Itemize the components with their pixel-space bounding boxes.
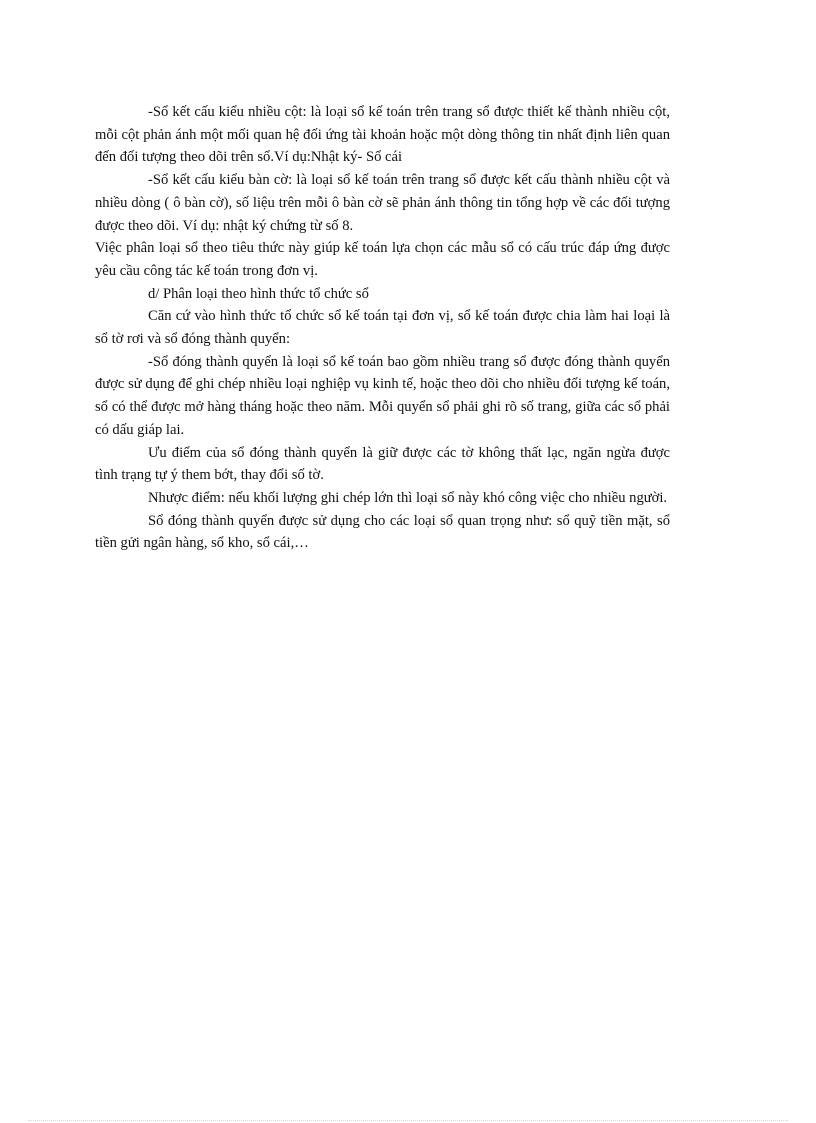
document-body (95, 101, 670, 555)
paragraph-disadvantages: Nhược điểm: nếu khối lượng ghi chép lớn thì loại sổ này khó công việc cho nhiều người. (148, 489, 668, 506)
paragraph-classification-purpose: Việc phân loại sổ theo tiêu thức này giúp kế toán lựa chọn các mẫu sổ có cấu trúc đáp ứng được yêu cầu công tác kế toán trong đơn vị. (95, 240, 670, 279)
page-bottom-divider (28, 1120, 788, 1121)
paragraph-multi-column-ledger: -Sổ kết cấu kiểu nhiều cột: là loại sổ kế toán trên trang sổ được thiết kế thành nhiều cột, mỗi cột phản ánh một mối quan hệ đối ứng tài khoản hoặc một dòng thông tin nhất định liên quan đến đối tượng theo dõi trên sổ.Ví dụ:Nhật ký- Sổ cái (95, 104, 670, 166)
paragraph-checkerboard-ledger: -Sổ kết cấu kiểu bàn cờ: là loại sổ kế toán trên trang sổ được kết cấu thành nhiều cột và nhiều dòng ( ô bàn cờ), số liệu trên mỗi ô bàn cờ sẽ phản ánh thông tin tổng hợp về các đối tượng được theo dõi. Ví dụ: nhật ký chứng từ số 8. (95, 172, 670, 234)
section-heading-organization-form: d/ Phân loại theo hình thức tổ chức sổ (148, 285, 369, 302)
paragraph-bound-ledger: -Sổ đóng thành quyển là loại sổ kế toán bao gồm nhiều trang sổ được đóng thành quyển được sử dụng để ghi chép nhiều loại nghiệp vụ kinh tế, hoặc theo dõi cho nhiều đối tượng kế toán, sổ có thể được mở hàng tháng hoặc theo năm. Mỗi quyển sổ phải ghi rõ số trang, giữa các sổ phải có dấu giáp lai. (95, 353, 670, 438)
paragraph-organization-basis: Căn cứ vào hình thức tổ chức sổ kế toán tại đơn vị, sổ kế toán được chia làm hai loại là sổ tờ rơi và sổ đóng thành quyển: (95, 308, 670, 348)
paragraph-bound-ledger-usage: Sổ đóng thành quyển được sử dụng cho các loại sổ quan trọng như: sổ quỹ tiền mặt, sổ tiền gửi ngân hàng, sổ kho, sổ cái,… (95, 512, 670, 552)
paragraph-advantages: Ưu điểm của sổ đóng thành quyển là giữ được các tờ không thất lạc, ngăn ngừa được tình trạng tự ý them bớt, thay đổi số tờ. (95, 444, 670, 484)
